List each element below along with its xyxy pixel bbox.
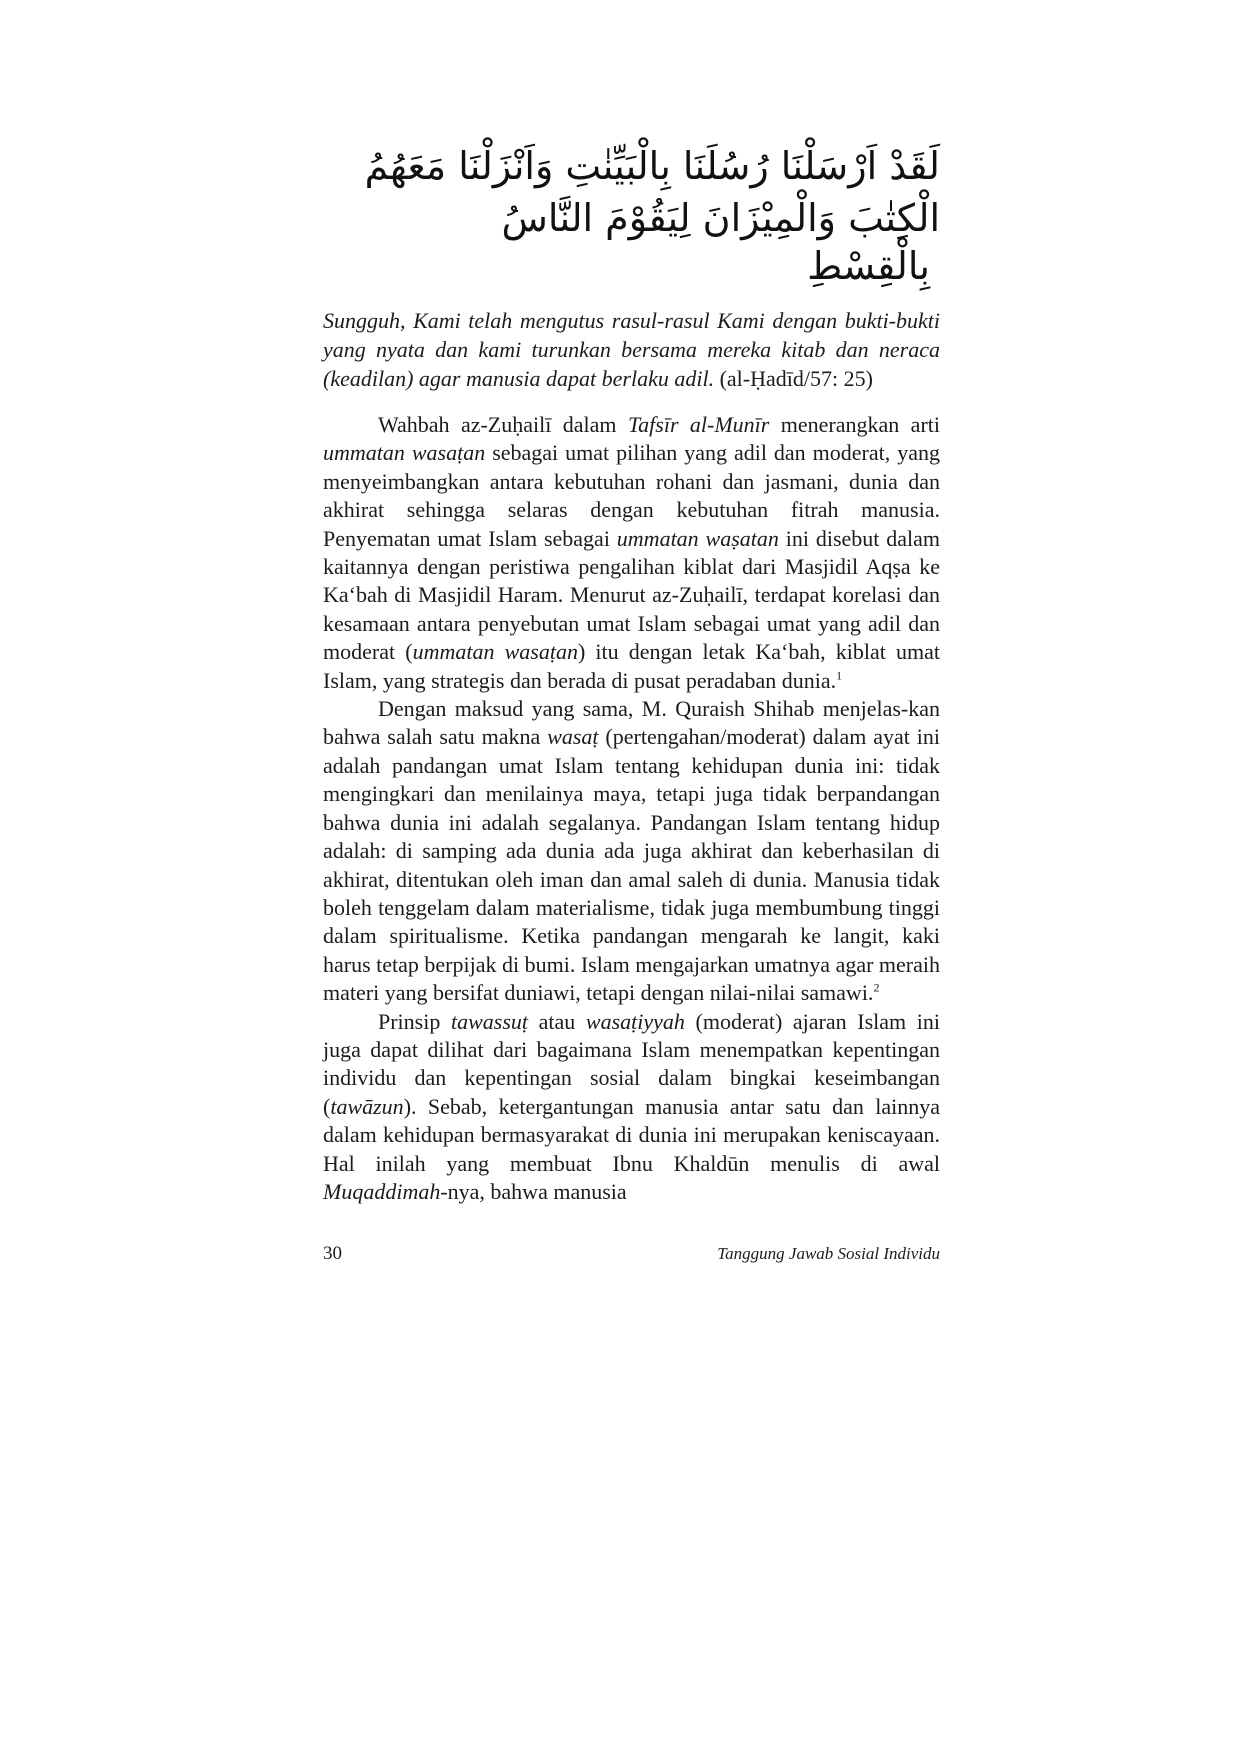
p2-text-2: (pertengahan/moderat) dalam ayat ini adalah pandangan umat Islam tentang kehidupan dunia ini: tidak mengingkari dan menilainya maya, tetapi juga tidak berpandangan bahwa dunia ini adalah segalanya. Pandangan Islam tentang hidup adalah: di samping ada dunia ada juga akhirat dan keberhasilan di akhirat, ditentukan oleh iman dan amal saleh di dunia. Manusia tidak boleh tenggelam dalam materialisme, tidak juga membumbung tinggi dalam spiritualisme. Ketika pandangan mengarah ke langit, kaki harus tetap berpijak di bumi. Islam mengajarkan umatnya agar meraih materi yang bersifat duniawi, tetapi dengan nilai-nilai samawi. (323, 724, 940, 1006)
p3-text-3: (moderat) ajaran Islam ini juga dapat dilihat dari bagaimana Islam menempatkan kepentingan individu dan kepentingan sosial dalam bingkai keseimbangan ( (323, 1008, 940, 1119)
footnote-ref-1[interactable]: 1 (836, 668, 843, 683)
p1-text-5: ) itu dengan letak Ka‘bah, kiblat umat Islam, yang strategis dan berada di pusat peradaban dunia. (323, 639, 940, 693)
verse-citation: (al-Ḥadīd/57: 25) (719, 366, 873, 391)
paragraph-1 (323, 411, 940, 695)
paragraph-3 (323, 1008, 940, 1207)
paragraph-2 (323, 695, 940, 1007)
verse-arabic-line-2: بِالْقِسْطِ (807, 244, 930, 288)
p2-italic-1: wasaṭ (547, 724, 599, 750)
verse-translation (323, 306, 940, 393)
p3-italic-2: wasaṭiyyah (585, 1008, 685, 1034)
p1-italic-4: ummatan wasaṭan (412, 639, 578, 665)
p1-italic-2: ummatan wasaṭan (323, 440, 486, 466)
p1-text-3: sebagai umat pilihan yang adil dan moderat, yang menyeimbangkan antara kebutuhan rohani dan jasmani, dunia dan akhirat sehingga selaras dengan kebutuhan fitrah manusia. Penyematan umat Islam sebagai (323, 440, 940, 551)
p1-text-2: menerangkan arti (769, 412, 940, 437)
p3-italic-3: tawāzun (330, 1093, 404, 1119)
page-body (323, 140, 940, 1206)
p3-text-1: Prinsip (378, 1008, 451, 1034)
p3-text-5: -nya, bahwa manusia (440, 1178, 627, 1204)
p3-text-4: ). Sebab, ketergantungan manusia antar satu dan lainnya dalam kehidupan bermasyarakat di dunia ini merupakan keniscayaan. Hal inilah yang membuat Ibnu Khaldūn menulis di awal (323, 1093, 940, 1176)
p2-text-1: Dengan maksud yang sama, M. Quraish Shihab menjelas-kan bahwa salah satu makna (323, 696, 940, 750)
page-number: 30 (323, 1243, 342, 1264)
p3-italic-1: tawassuṭ (450, 1008, 529, 1034)
page-footer (323, 1243, 940, 1265)
p3-text-2: atau (528, 1008, 586, 1034)
footnote-ref-2[interactable]: 2 (873, 980, 880, 995)
running-title: Tanggung Jawab Sosial Individu (717, 1244, 940, 1263)
p1-text-4: ini disebut dalam kaitannya dengan peristiwa pengalihan kiblat dari Masjidil Aqṣa ke Ka‘bah di Masjidil Haram. Menurut az-Zuḥailī, terdapat korelasi dan kesamaan antara penyebutan umat Islam sebagai umat yang adil dan moderat ( (323, 525, 940, 665)
p1-italic-3: ummatan waṣatan (616, 525, 779, 551)
verse-arabic-line-1: لَقَدْ اَرْسَلْنَا رُسُلَنَا بِالْبَيِّنٰتِ وَاَنْزَلْنَا مَعَهُمُ الْكِتٰبَ وَالْمِيْزَانَ لِيَقُوْمَ النَّاسُ (364, 144, 940, 240)
p3-italic-4: Muqaddimah (323, 1178, 441, 1204)
verse-translation-text: Sungguh, Kami telah mengutus rasul-rasul Kami dengan bukti-bukti yang nyata dan kami turunkan bersama mereka kitab dan neraca (keadilan) agar manusia dapat berlaku adil. (323, 308, 940, 391)
p1-text-1: Wahbah az-Zuḥailī dalam (378, 412, 628, 437)
p1-italic-1: Tafsīr al-Munīr (627, 412, 770, 437)
